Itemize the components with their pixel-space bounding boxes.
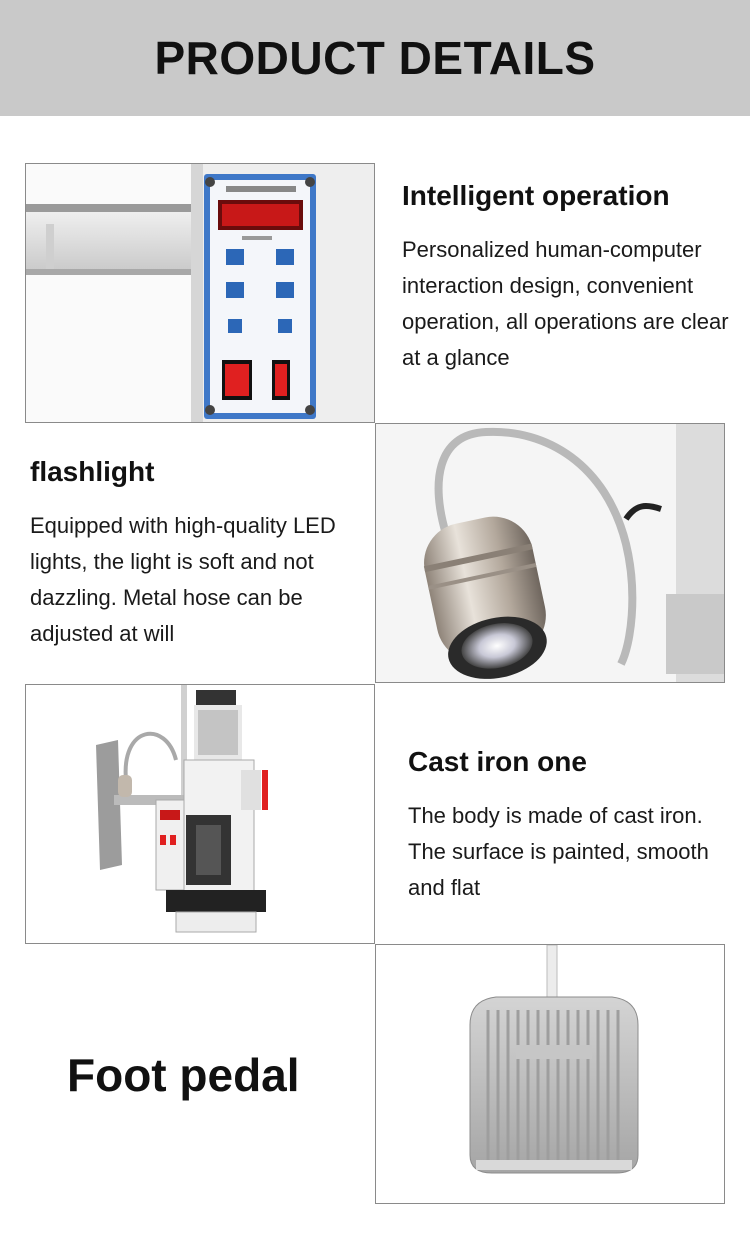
led-lamp-image [375,423,725,683]
section-1-text [402,180,742,376]
control-panel-image [25,163,375,423]
header-banner [0,0,750,116]
section-1-body: Personalized human-computer interaction design, convenient operation, all operations are clear at a glance [402,237,729,370]
section-3-text [408,746,743,906]
section-2-body: Equipped with high-quality LED lights, the light is soft and not dazzling. Metal hose can be adjusted at will [30,513,336,646]
machine-image [25,684,375,944]
section-3-body: The body is made of cast iron. The surface is painted, smooth and flat [408,803,709,900]
section-1-title: Intelligent operation [402,180,670,211]
section-3-title: Cast iron one [408,746,587,777]
foot-pedal-image [375,944,725,1204]
page-title: PRODUCT DETAILS [154,32,596,84]
section-4-title: Foot pedal [67,1049,300,1101]
section-2-text [30,456,360,652]
section-2-title: flashlight [30,456,155,487]
